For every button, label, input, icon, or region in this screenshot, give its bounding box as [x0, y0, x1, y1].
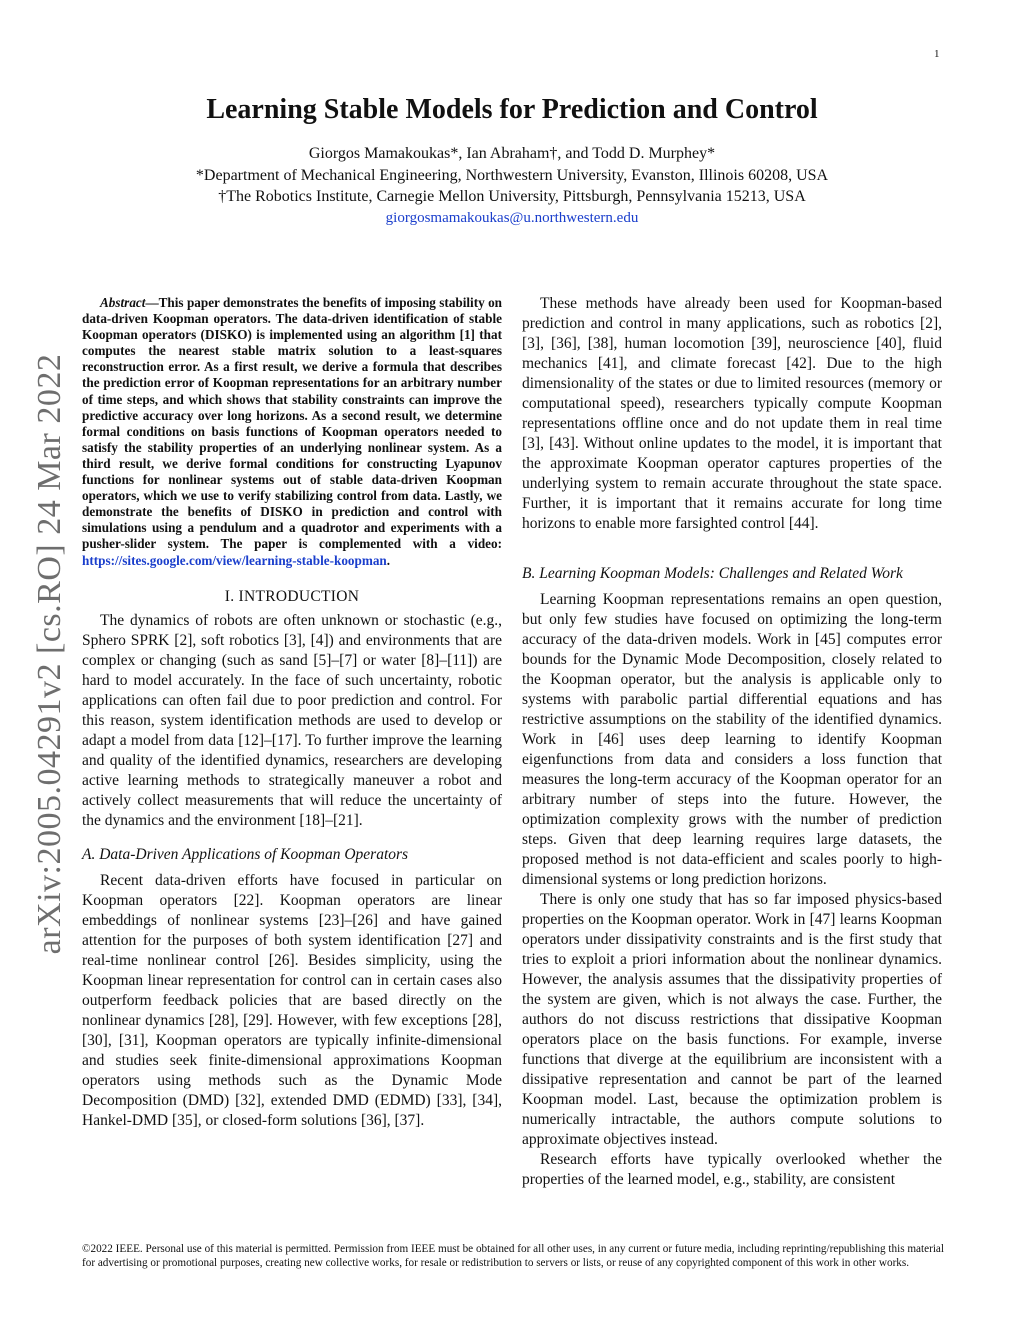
subsection-b-paragraph-2: There is only one study that has so far imposed physics-based properties on the Koopman operator. Work in [47] learns Koopman operators under dissipativity constraints and is the first study that tries to exploit a priori information about the nonlinear dynamics. However, the analysis assumes that the dissipativity properties of the system are given, which is not always the case. Further, the authors do not discuss restrictions that dissipative Koopman operators place on the basis functions. For example, inverse functions that diverge at the equilibrium are inconsistent with a dissipative representation and cannot be part of the learned Koopman model. Last, because the optimization problem is numerically intractable, the authors compute solutions to approximate objectives instead. [522, 891, 942, 1148]
abstract-lead: Abstract [100, 295, 146, 310]
subsection-heading-a: A. Data-Driven Applications of Koopman Operators [82, 845, 409, 863]
subsection-b-paragraph-1: Learning Koopman representations remains an open question, but only few studies have focused on optimizing the long-term accuracy of the data-driven models. Work in [45] computes error bounds for the Dynamic Mode Decomposition, closely related to the Koopman operator, but the analysis is applicable only to systems with parabolic partial differential equations and has restrictive assumptions on the stability of the identified dynamics. Work in [46] uses deep learning to identify Koopman eigenfunctions from data and considers a loss function that measures the long-term accuracy of the Koopman operator for an arbitrary number of steps into the future. However, the optimization complexity grows with the number of prediction steps. Given that deep learning requires large datasets, the proposed method is not data-efficient and scales poorly to high-dimensional systems or long prediction horizons. [522, 591, 942, 888]
video-link[interactable]: https://sites.google.com/view/learning-stable-koopman [82, 552, 387, 568]
paper-title: Learning Stable Models for Prediction and Control [206, 94, 818, 125]
affiliation-cmu: †The Robotics Institute, Carnegie Mellon University, Pittsburgh, Pennsylvania 15213, USA [218, 188, 806, 205]
arxiv-identifier: arXiv:2005.04291v2 [cs.RO] 24 Mar 2022 [31, 353, 68, 955]
abstract: Abstract—This paper demonstrates the benefits of imposing stability on data-driven Koopman operators. The data-driven identification of stable Koopman operators (DISKO) is implemented using an algorithm [1] that computes the nearest stable matrix solution to a least-squares reconstruction error. As a first result, we derive a formula that describes the prediction error of Koopman representations for an arbitrary number of time steps, and which shows that stability constraints can improve the predictive accuracy over long horizons. As a second result, we determine formal conditions on basis functions of Koopman operators needed to satisfy the stability properties of an underlying nonlinear system. As a third result, we derive formal conditions for constructing Lyapunov functions for nonlinear systems out of stable data-driven Koopman operators, which we use to verify stabilizing control from data. Lastly, we demonstrate the benefits of DISKO in prediction and control with simulations using a pendulum and a quadrotor and experiments with a pusher-slider system. The paper is complemented with a video: https://sites.google.com/view/learning-stable-koopman. [82, 295, 502, 568]
right-column [522, 294, 942, 1190]
copyright-footer: ©2022 IEEE. Personal use of this material is permitted. Permission from IEEE must be obtained for all other uses, in any current or future media, including reprinting/republishing this material for advertising or promotional purposes, creating new collective works, for resale or redistribution to servers or lists, or reuse of any copyrighted component of this work in other works. [82, 1243, 944, 1269]
subsection-b-paragraph-3: Research efforts have typically overlooked whether the properties of the learned model, e.g., stability, are consistent [522, 1151, 942, 1188]
subsection-a-paragraph: Recent data-driven efforts have focused in particular on Koopman operators [22]. Koopman operators are linear embeddings of nonlinear systems [23]–[26] and have gained attention for the purposes of both system identification [27] and real-time nonlinear control [26]. Besides simplicity, using the Koopman linear representation for control can in certain cases also outperform feedback policies that are based directly on the nonlinear dynamics [28], [29]. However, with few exceptions [28], [30], [31], Koopman operators are typically infinite-dimensional and studies seek finite-dimensional approximations Koopman operators using methods such as the Dynamic Mode Decomposition (DMD) [32], extended DMD (EDMD) [33], [34], Hankel-DMD [35], or closed-form solutions [36], [37]. [82, 871, 502, 1129]
abstract-body: —This paper demonstrates the benefits of imposing stability on data-driven Koopman operators. The data-driven identification of stable Koopman operators (DISKO) is implemented using an algorithm [1] that computes the nearest stable matrix solution to a least-squares reconstruction error. As a first result, we derive a formula that describes the prediction error of Koopman representations for an arbitrary number of time steps, and which shows that stability constraints can improve the predictive accuracy over long horizons. As a second result, we determine formal conditions on basis functions of Koopman operators needed to satisfy the stability properties of an underlying nonlinear system. As a third result, we derive formal conditions for constructing Lyapunov functions for nonlinear systems out of stable data-driven Koopman operators, which we use to verify stabilizing control from data. Lastly, we demonstrate the benefits of DISKO in prediction and control with simulations using a pendulum and a quadrotor and experiments with a pusher-slider system. The paper is complemented with a video: [82, 295, 502, 552]
author-list: Giorgos Mamakoukas*, Ian Abraham†, and Todd D. Murphey* [308, 145, 716, 162]
affiliation-northwestern: *Department of Mechanical Engineering, Northwestern University, Evanston, Illinois 60208, USA [195, 167, 829, 184]
left-column [82, 295, 502, 1131]
section-heading-introduction: I. INTRODUCTION [224, 587, 360, 605]
subsection-heading-b: B. Learning Koopman Models: Challenges and Related Work [522, 565, 903, 582]
page-number: 1 [934, 48, 940, 60]
right-paragraph-1: These methods have already been used for Koopman-based prediction and control in many applications, such as robotics [2], [3], [36], [38], human locomotion [39], neuroscience [40], fluid mechanics [41], and climate forecast [42]. Due to the high dimensionality of the states or due to limited resources (memory or computational speed), researchers typically compute Koopman representations offline once and do not update them in real time [3], [43]. Without online updates to the model, it is important that the approximate Koopman operator captures properties of the underlying system to remain accurate throughout the state space. Further, it is important that it remains accurate for long time horizons to enable more farsighted control [44]. [522, 295, 942, 532]
intro-paragraph: The dynamics of robots are often unknown or stochastic (e.g., Sphero SPRK [2], soft robotics [3], [4]) and environments that are complex or changing (such as sand [5]–[7] or water [8]–[11]) are hard to model accurately. In the face of such uncertainty, robotic applications can often fail due to poor prediction and control. For this reason, system identification methods are used to develop or adapt a model from data [12]–[17]. To further improve the learning and quality of the identified dynamics, researchers are developing active learning methods to strategically maneuver a robot and actively collect measurements that will reduce the uncertainty of the dynamics and the environment [18]–[21]. [82, 611, 502, 829]
author-email-link[interactable]: giorgosmamakoukas@u.northwestern.edu [385, 210, 639, 226]
